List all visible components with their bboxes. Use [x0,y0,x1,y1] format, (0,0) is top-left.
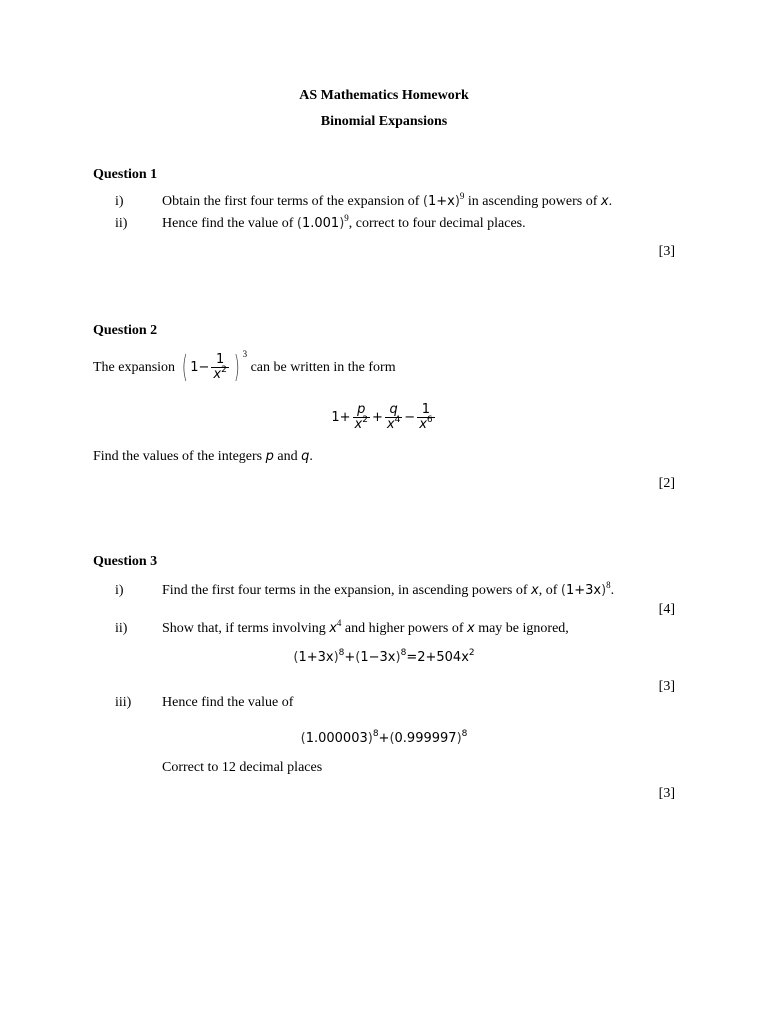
q1-marks: [3] [658,244,675,259]
q3-part-ii-marks: [3] [658,679,675,694]
question-3-heading: Question 3 [93,554,158,569]
q2-target-form: 1+ $\frac{p}{x^2}$ + $\frac{q}{x^4}$ − $\frac{1}{x^6}$ [331,402,433,432]
question-1-heading: Question 1 [93,167,158,182]
q3-part-ii-number: ii) [115,621,128,636]
q3-part-ii-text: Show that, if terms involving $x^4$ and higher powers of x may be ignored, [162,618,569,636]
q3-part-iii-number: iii) [115,695,132,710]
q3-part-iii-precision: Correct to 12 decimal places [162,760,323,775]
q1-part-i-text: Obtain the first four terms of the expansion of $(1+x)^9$ in ascending powers of x. [162,191,613,209]
question-2-heading: Question 2 [93,323,158,338]
q3-part-iii-expression: $(1.000003)^8+(0.999997)^8$ [300,729,468,746]
q2-expansion-statement: The expansion ( 1− $\frac{1}{x^2}$ ) $^3$ can be written in the form [93,349,396,385]
q2-instruction: Find the values of the integers p and q. [93,449,313,464]
q1-part-ii-text: Hence find the value of $(1.001)^9$, correct to four decimal places. [162,213,526,231]
q3-part-ii-equation: $(1+3x)^8+(1-3x)^8=2+504x^2$ [293,648,475,665]
q1-part-i-number: i) [115,194,124,209]
q3-part-iii-marks: [3] [658,786,675,801]
document-title: AS Mathematics Homework [299,88,469,103]
q1-part-ii-number: ii) [115,216,128,231]
q3-part-iii-text: Hence find the value of [162,695,294,710]
q3-part-i-marks: [4] [658,602,675,617]
document-subtitle: Binomial Expansions [320,114,448,129]
q3-part-i-number: i) [115,583,124,598]
q3-part-i-text: Find the first four terms in the expansion, in ascending powers of x, of $(1+3x)^8$. [162,580,615,598]
q2-marks: [2] [658,476,675,491]
